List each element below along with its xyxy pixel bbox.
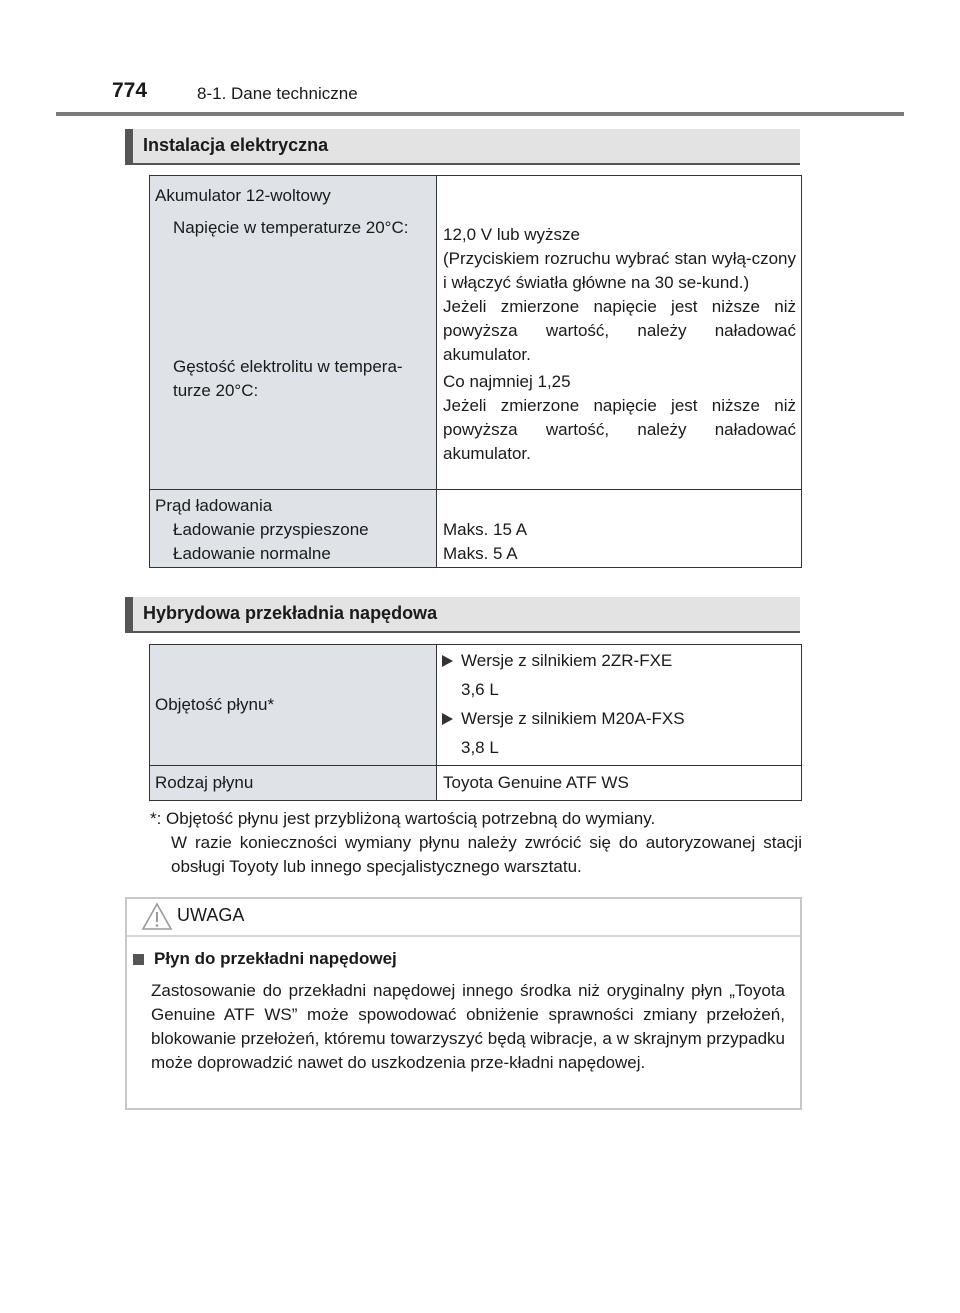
arrow-bullet-icon bbox=[442, 713, 453, 725]
table-row bbox=[150, 766, 802, 801]
section-heading-transmission bbox=[125, 597, 800, 631]
fluid-label-cell bbox=[150, 766, 437, 801]
arrow-bullet-icon bbox=[442, 655, 453, 667]
table-row bbox=[150, 176, 802, 490]
capacity-label: Objętość płynu* bbox=[155, 695, 275, 714]
charging-label-cell bbox=[150, 490, 437, 568]
table-row bbox=[150, 490, 802, 568]
normal-charging-value: Maks. 5 A bbox=[443, 544, 518, 563]
chapter-title: 8-1. Dane techniczne bbox=[197, 84, 358, 103]
fluid-value: Toyota Genuine ATF WS bbox=[443, 773, 629, 792]
variant-name: Wersje z silnikiem M20A-FXS bbox=[461, 709, 685, 728]
normal-charging-label: Ładowanie normalne bbox=[173, 544, 331, 563]
variant-name: Wersje z silnikiem 2ZR-FXE bbox=[461, 651, 673, 670]
voltage-value-line: Jeżeli zmierzone napięcie jest niższe niż powyższa wartość, należy naładować akumulator. bbox=[443, 297, 796, 364]
list-item bbox=[437, 707, 796, 736]
heading-bar bbox=[125, 129, 133, 163]
section-heading-electrical bbox=[125, 129, 800, 163]
charging-label: Prąd ładowania bbox=[155, 496, 273, 515]
warning-box bbox=[125, 897, 802, 1110]
density-label: Gęstość elektrolitu w tempera-turze 20°C: bbox=[173, 357, 403, 400]
warning-body: Zastosowanie do przekładni napędowej innego środka niż oryginalny płyn „Toyota Genuine ATF WS” może spowodować obniżenie sprawności zmiany przełożeń, blokowanie przełożeń, któremu towarzyszyć będą wibracje, a w skrajnym przypadku może doprowadzić nawet do uszkodzenia prze-kładni napędowej. bbox=[151, 981, 785, 1072]
page-number: 774 bbox=[112, 79, 148, 102]
section-title: Instalacja elektryczna bbox=[143, 135, 329, 155]
battery-label-cell bbox=[150, 176, 437, 490]
fast-charging-value: Maks. 15 A bbox=[443, 520, 528, 539]
voltage-label: Napięcie w temperaturze 20°C: bbox=[173, 218, 409, 237]
list-item bbox=[437, 649, 796, 678]
footnote bbox=[150, 807, 802, 879]
voltage-value-line: (Przyciskiem rozruchu wybrać stan wyłą-czony i włączyć światła główne na 30 se-kund.) bbox=[443, 249, 796, 292]
transmission-spec-table bbox=[149, 644, 802, 801]
warning-title: UWAGA bbox=[177, 905, 245, 925]
density-value-line: Jeżeli zmierzone napięcie jest niższe niż powyższa wartość, należy naładować akumulator. bbox=[443, 396, 796, 463]
variant-value: 3,6 L bbox=[461, 680, 499, 699]
density-value-line: Co najmniej 1,25 bbox=[443, 372, 571, 391]
warning-triangle-icon bbox=[141, 902, 173, 931]
fast-charging-label: Ładowanie przyspieszone bbox=[173, 520, 369, 539]
footnote-line: *: Objętość płynu jest przybliżoną wartością potrzebną do wymiany. bbox=[150, 809, 656, 828]
battery-label: Akumulator 12-woltowy bbox=[155, 186, 331, 205]
battery-value-cell bbox=[437, 176, 802, 490]
warning-header bbox=[127, 899, 800, 937]
heading-underline bbox=[125, 631, 800, 633]
header-rule bbox=[56, 112, 904, 116]
capacity-label-cell bbox=[150, 645, 437, 766]
table-row bbox=[150, 645, 802, 766]
square-bullet-icon bbox=[133, 954, 144, 965]
fluid-value-cell bbox=[437, 766, 802, 801]
warning-subtitle: Płyn do przekładni napędowej bbox=[154, 949, 397, 968]
section-title: Hybrydowa przekładnia napędowa bbox=[143, 603, 438, 623]
capacity-value-cell bbox=[437, 645, 802, 766]
heading-bar bbox=[125, 597, 133, 631]
electrical-spec-table bbox=[149, 175, 802, 568]
heading-underline bbox=[125, 163, 800, 165]
footnote-line: W razie konieczności wymiany płynu należy zwrócić się do autoryzowanej stacji obsługi Toyoty lub innego specjalistycznego warsztatu. bbox=[171, 833, 802, 876]
variant-value: 3,8 L bbox=[461, 738, 499, 757]
voltage-value-line: 12,0 V lub wyższe bbox=[443, 225, 581, 244]
fluid-label: Rodzaj płynu bbox=[155, 773, 254, 792]
charging-value-cell bbox=[437, 490, 802, 568]
